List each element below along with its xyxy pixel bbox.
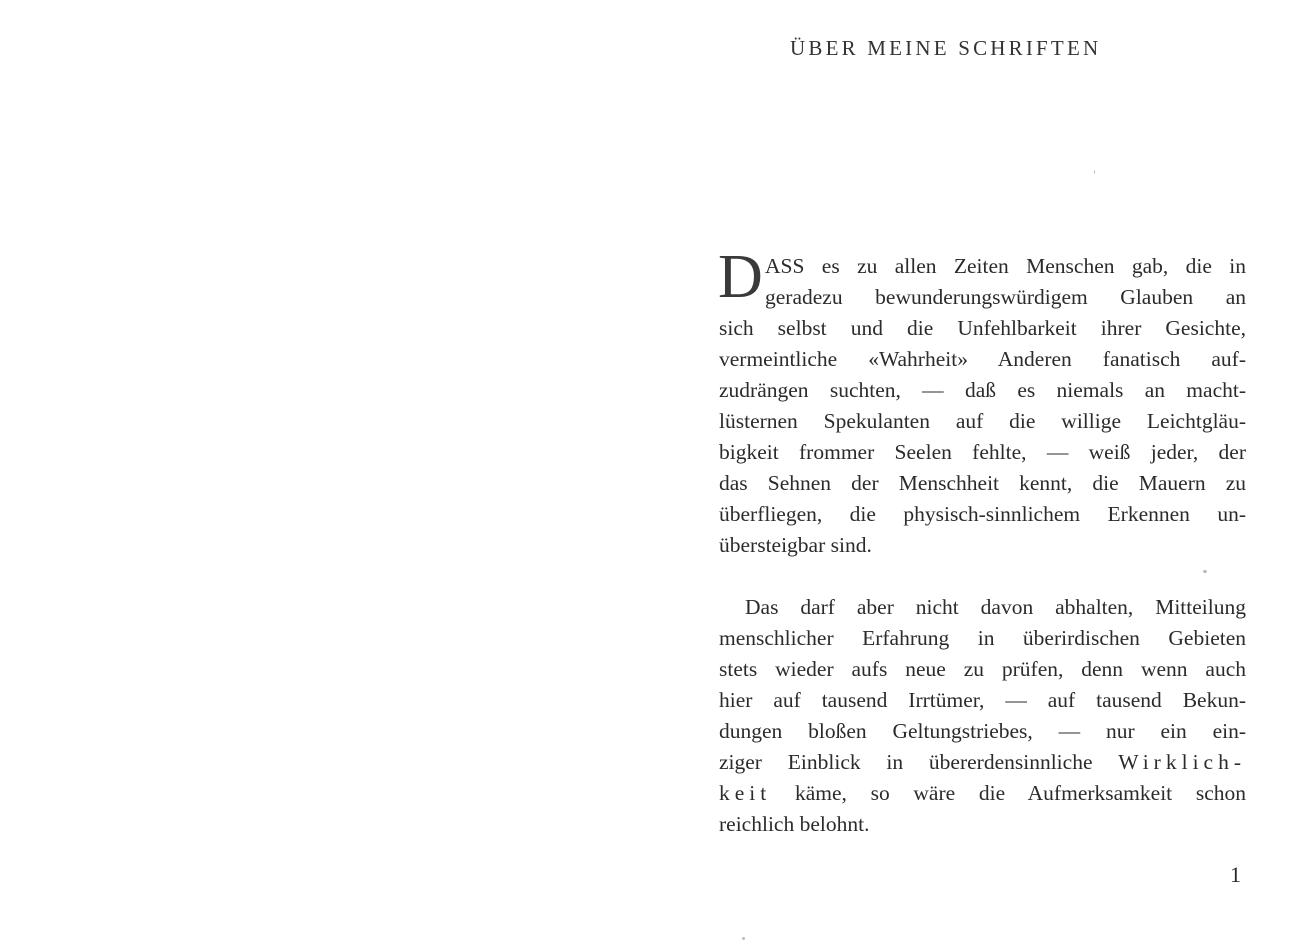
text-line: dungen bloßen Geltungstriebes, — nur ein ein- xyxy=(719,719,1246,743)
text-line: stets wieder aufs neue zu prüfen, denn wenn auch xyxy=(719,657,1246,681)
drop-cap: D xyxy=(718,243,763,311)
scan-speck xyxy=(1203,570,1207,573)
page-number: 1 xyxy=(1230,862,1241,887)
text-line: vermeintliche «Wahrheit» Anderen fanatisch auf- xyxy=(719,347,1246,371)
paragraph-1 xyxy=(718,243,1246,561)
text-line: sich selbst und die Unfehlbarkeit ihrer Gesichte, xyxy=(719,316,1246,340)
text-line: übersteigbar sind. xyxy=(719,533,872,557)
text-line: geradezu bewunderungswürdigem Glauben an xyxy=(765,285,1246,309)
text-segment: ziger Einblick in übererdensinnliche xyxy=(719,750,1119,774)
text-line: reichlich belohnt. xyxy=(719,812,870,836)
text-line: das Sehnen der Menschheit kennt, die Mauern zu xyxy=(719,471,1246,495)
text-line: Das darf aber nicht davon abhalten, Mitteilung xyxy=(745,595,1246,619)
paragraph-2 xyxy=(719,592,1246,840)
text-line: lüsternen Spekulanten auf die willige Leichtgläu- xyxy=(719,409,1246,433)
chapter-title: ÜBER MEINE SCHRIFTEN xyxy=(790,36,1102,60)
text-line xyxy=(719,778,1246,809)
text-line: bigkeit frommer Seelen fehlte, — weiß jeder, der xyxy=(719,440,1246,464)
scan-speck xyxy=(1094,170,1095,174)
text-line: hier auf tausend Irrtümer, — auf tausend Bekun- xyxy=(719,688,1246,712)
text-line: zudrängen suchten, — daß es niemals an macht- xyxy=(719,378,1246,402)
text-line: überfliegen, die physisch-sinnlichem Erkennen un- xyxy=(719,502,1246,526)
text-line xyxy=(719,747,1246,778)
text-line: menschlicher Erfahrung in überirdischen Gebieten xyxy=(719,626,1246,650)
text-line: ASS es zu allen Zeiten Menschen gab, die in xyxy=(765,254,1246,278)
spaced-word: keit xyxy=(719,781,772,805)
spaced-word: Wirklich- xyxy=(1118,750,1246,774)
text-segment: käme, so wäre die Aufmerksamkeit schon xyxy=(771,781,1246,805)
